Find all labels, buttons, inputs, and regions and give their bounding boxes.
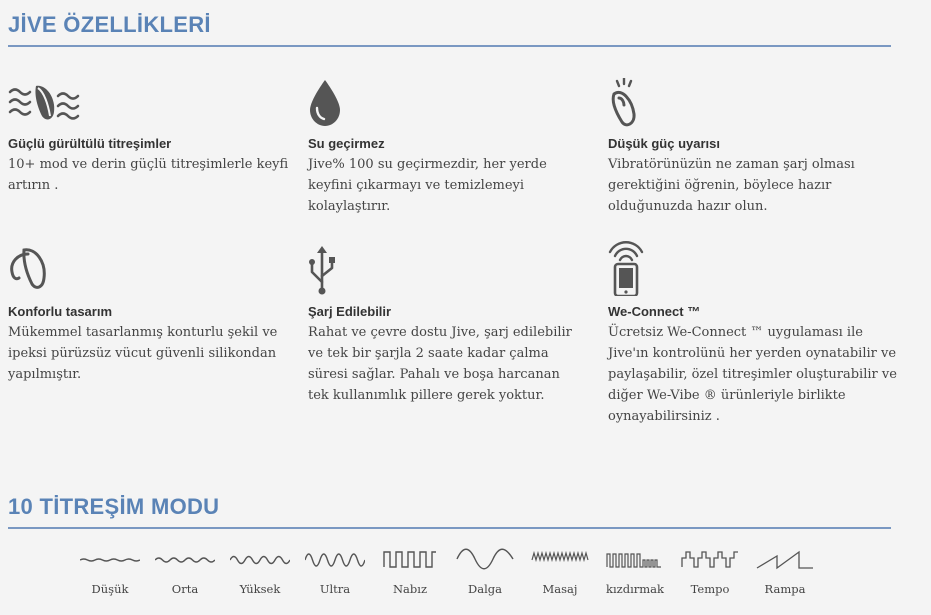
- mode-high: [230, 548, 290, 596]
- mode-label: Masaj: [542, 582, 578, 596]
- modes-heading: 10 TİTREŞİM MODU: [8, 494, 220, 519]
- mode-label: Ultra: [319, 582, 351, 596]
- ramp-wave-icon: [755, 548, 815, 570]
- sine-wave-icon: [455, 548, 515, 570]
- features-divider: [8, 45, 891, 47]
- wave-low-icon: [80, 548, 140, 570]
- phone-signal-icon: [608, 240, 688, 296]
- modes-divider: [8, 527, 891, 529]
- mode-ultra: [305, 548, 365, 596]
- mode-medium: [155, 548, 215, 596]
- mode-label: Yüksek: [239, 582, 281, 596]
- feature-description: 10+ mod ve derin güçlü titreşimlerle keyfi artırın .: [8, 157, 289, 193]
- tempo-wave-icon: [680, 548, 740, 570]
- mode-label: Düşük: [91, 582, 129, 596]
- mode-label: kızdırmak: [606, 582, 664, 596]
- wave-medium-icon: [155, 548, 215, 570]
- water-drop-icon: [308, 78, 388, 128]
- mode-label: Dalga: [468, 582, 502, 596]
- wave-high-icon: [230, 548, 290, 570]
- mode-label: Rampa: [764, 582, 806, 596]
- mode-tempo: [680, 548, 740, 596]
- mode-label: Orta: [171, 582, 199, 596]
- mode-label: Tempo: [690, 582, 730, 596]
- massage-wave-icon: [530, 548, 590, 570]
- mode-pulse: [380, 548, 440, 596]
- feature-description: Vibratörünüzün ne zaman şarj olması gerektiğini öğrenin, böylece hazır olduğunuzda hazır olun.: [608, 157, 855, 214]
- feature-title: Düşük güç uyarısı: [608, 136, 720, 151]
- ergonomic-design-icon: [8, 246, 88, 296]
- wave-ultra-icon: [305, 548, 365, 570]
- mode-ramp: [755, 548, 815, 596]
- feature-title: Şarj Edilebilir: [308, 304, 392, 319]
- usb-icon: [308, 246, 388, 296]
- mode-label: Nabız: [392, 582, 428, 596]
- tease-wave-icon: [605, 548, 665, 570]
- feature-title: Konforlu tasarım: [8, 304, 113, 319]
- features-heading: JİVE ÖZELLİKLERİ: [8, 12, 211, 37]
- feature-description: Ücretsiz We-Connect ™ uygulaması ile Jive'ın kontrolünü her yerden oynatabilir ve paylaşabilir, özel titreşimler oluşturabilir ve diğer We-Vibe ® ürünleriyle birlikte oynayabilirsiniz .: [608, 325, 897, 424]
- vibration-modes-list: [80, 548, 830, 603]
- mode-wave: [455, 548, 515, 596]
- mode-low: [80, 548, 140, 596]
- feature-title: We-Connect ™: [608, 304, 701, 319]
- low-power-alert-icon: [608, 78, 688, 128]
- feature-description: Mükemmel tasarlanmış konturlu şekil ve ipeksi pürüzsüz vücut güvenli silikondan yapılmıştır.: [8, 325, 278, 382]
- mode-massage: [530, 548, 590, 596]
- vibration-icon: [8, 78, 88, 128]
- feature-title: Su geçirmez: [308, 136, 385, 151]
- feature-title: Güçlü gürültülü titreşimler: [8, 136, 172, 151]
- feature-description: Rahat ve çevre dostu Jive, şarj edilebilir ve tek bir şarjla 2 saate kadar çalma süresi sağlar. Pahalı ve boşa harcanan tek kullanımlık pillere gerek yoktur.: [308, 325, 572, 403]
- pulse-wave-icon: [380, 548, 440, 570]
- mode-tease: [605, 548, 665, 596]
- feature-description: Jive% 100 su geçirmezdir, her yerde keyfini çıkarmayı ve temizlemeyi kolaylaştırır.: [308, 157, 547, 214]
